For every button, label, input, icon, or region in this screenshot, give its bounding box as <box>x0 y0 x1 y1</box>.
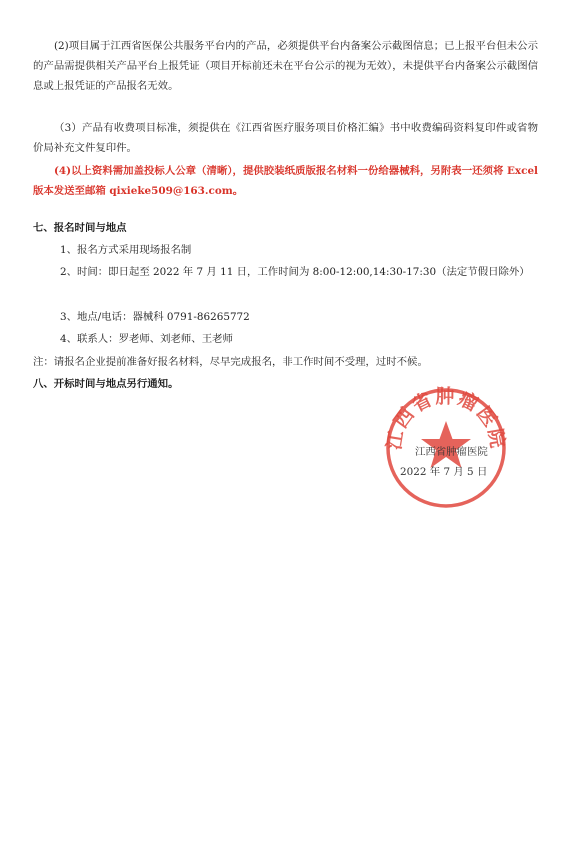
para-platform-record: (2)项目属于江西省医保公共服务平台内的产品，必须提供平台内备案公示截图信息；已上报平台但未公示的产品需提供相关产品平台上报凭证（项目开标前还未在平台公示的视为无效），未提供平台内备案公示截图信息或上报凭证的产品报名无效。 <box>33 40 538 92</box>
registration-contacts: 4、联系人：罗老师、刘老师、王老师 <box>60 333 233 345</box>
registration-note: 注：请报名企业提前准备好报名材料，尽早完成报名，非工作时间不受理，过时不候。 <box>33 356 428 368</box>
para-fee-standard: （3）产品有收费项目标准，须提供在《江西省医疗服务项目价格汇编》书中收费编码资料复印件或省物价局补充文件复印件。 <box>33 122 538 154</box>
excel-email-text: 另附表一还须将 Excel 版本发送至邮箱 qixieke509@163.com。 <box>33 165 539 197</box>
para-materials-requirement <box>33 161 538 201</box>
materials-text: (4)以上资料需加盖投标人公章（清晰），提供胶装纸质版报名材料一份给器械科， <box>54 165 431 177</box>
signature-date: 2022 年 7 月 5 日 <box>400 466 488 478</box>
registration-time: 2、时间：即日起至 2022 年 7 月 11 日，工作时间为 8:00-12:00,14:30-17:30（法定节假日除外） <box>60 266 530 278</box>
section-8-heading: 八、开标时间与地点另行通知。 <box>33 378 179 390</box>
registration-location-phone: 3、地点/电话：器械科 0791-86265772 <box>60 311 250 323</box>
seal-ring-text: 江西省肿瘤医院 <box>383 385 509 452</box>
signature-organization: 江西省肿瘤医院 <box>415 446 488 458</box>
section-7-heading: 七、报名时间与地点 <box>33 222 127 234</box>
registration-method: 1、报名方式采用现场报名制 <box>60 244 192 256</box>
